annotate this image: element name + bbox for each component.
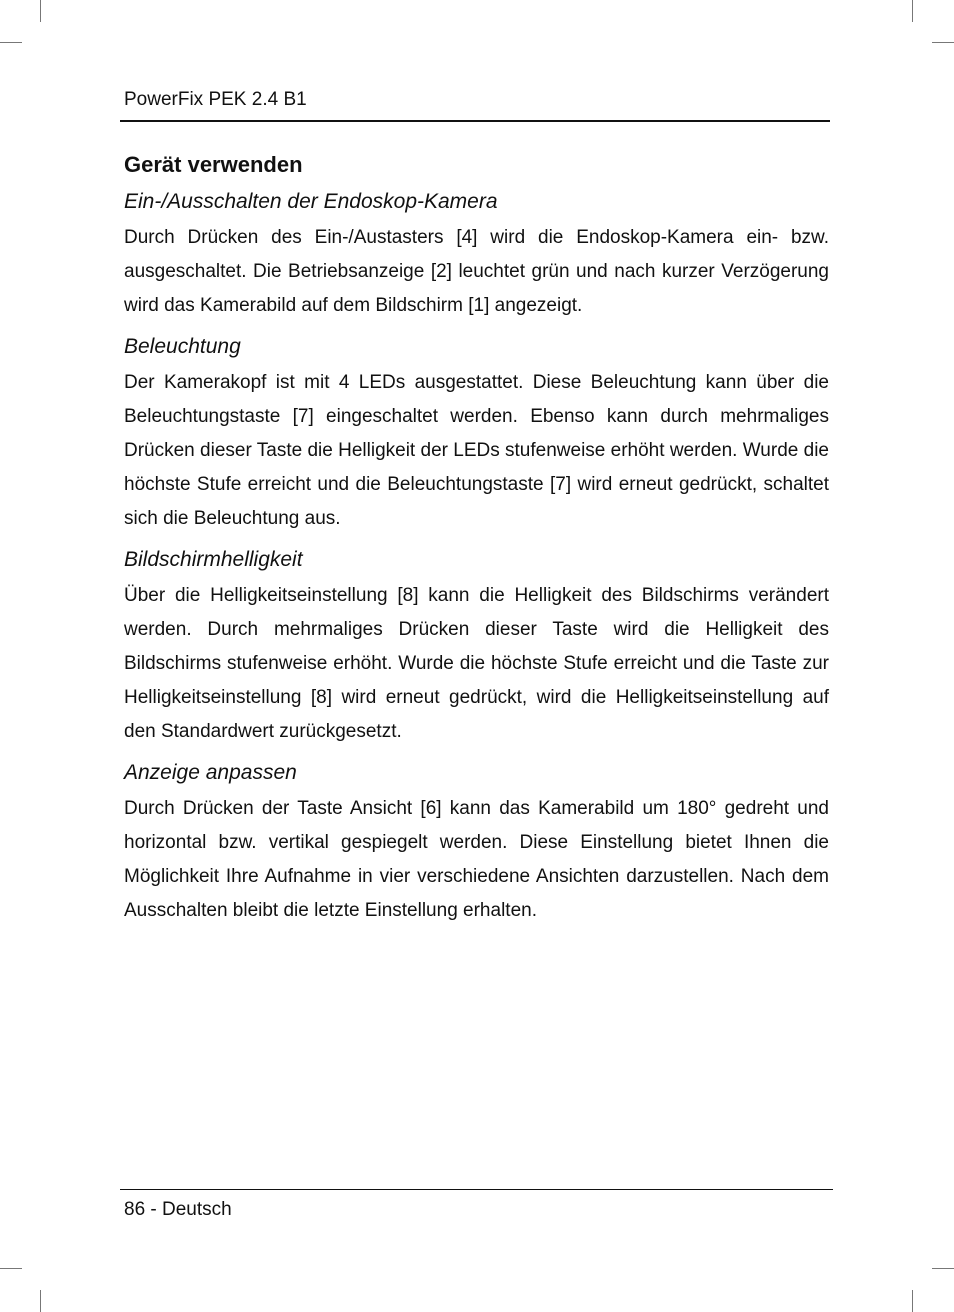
page-content [124, 150, 829, 938]
page-header-title: PowerFix PEK 2.4 B1 [124, 89, 307, 110]
page-footer-label: 86 - Deutsch [124, 1199, 232, 1220]
subheading-display-adjust: Anzeige anpassen [124, 761, 297, 784]
paragraph-display-adjust: Durch Drücken der Taste Ansicht [6] kann das Kamerabild um 180° gedreht und horizontal bzw. vertikal gespiegelt werden. Diese Einstellung bietet Ihnen die Möglichkeit Ihre Aufnahme in vier verschiedene Ansichten darzustellen. Nach dem Ausschalten bleibt die letzte Einstellung erhalten. [124, 798, 829, 921]
paragraph-lighting: Der Kamerakopf ist mit 4 LEDs ausgestattet. Diese Beleuchtung kann über die Beleuchtungstaste [7] eingeschaltet werden. Ebenso kann durch mehrmaliges Drücken dieser Taste die Helligkeit der LEDs stufenweise erhöht werden. Wurde die höchste Stufe erreicht und die Beleuchtungstaste [7] wird erneut gedrückt, schaltet sich die Beleuchtung aus. [124, 372, 829, 529]
subheading-screen-brightness: Bildschirmhelligkeit [124, 548, 303, 571]
crop-mark-top-left [40, 0, 41, 22]
subheading-lighting: Beleuchtung [124, 335, 241, 358]
header-divider [120, 120, 830, 122]
crop-mark-top-right [912, 0, 913, 22]
paragraph-power: Durch Drücken des Ein-/Austasters [4] wird die Endoskop-Kamera ein- bzw. ausgeschaltet. Die Betriebsanzeige [2] leuchtet grün und nach kurzer Verzögerung wird das Kamerabild auf dem Bildschirm [1] angezeigt. [124, 227, 829, 316]
footer-divider [120, 1189, 833, 1190]
subheading-power: Ein-/Ausschalten der Endoskop-Kamera [124, 190, 498, 213]
crop-mark-right-bottom [932, 1268, 954, 1269]
crop-mark-bottom-left [40, 1290, 41, 1312]
crop-mark-left-top [0, 42, 22, 43]
paragraph-screen-brightness: Über die Helligkeitseinstellung [8] kann die Helligkeit des Bildschirms verändert werden. Durch mehrmaliges Drücken dieser Taste wird die Helligkeit des Bildschirms stufenweise erhöht. Wurde die höchste Stufe erreicht und die Taste zur Helligkeitseinstellung [8] wird erneut gedrückt, wird die Helligkeitseinstellung auf den Standardwert zurückgesetzt. [124, 585, 829, 742]
crop-mark-right-top [932, 42, 954, 43]
section-title: Gerät verwenden [124, 152, 303, 177]
crop-mark-bottom-right [912, 1290, 913, 1312]
crop-mark-left-bottom [0, 1268, 22, 1269]
